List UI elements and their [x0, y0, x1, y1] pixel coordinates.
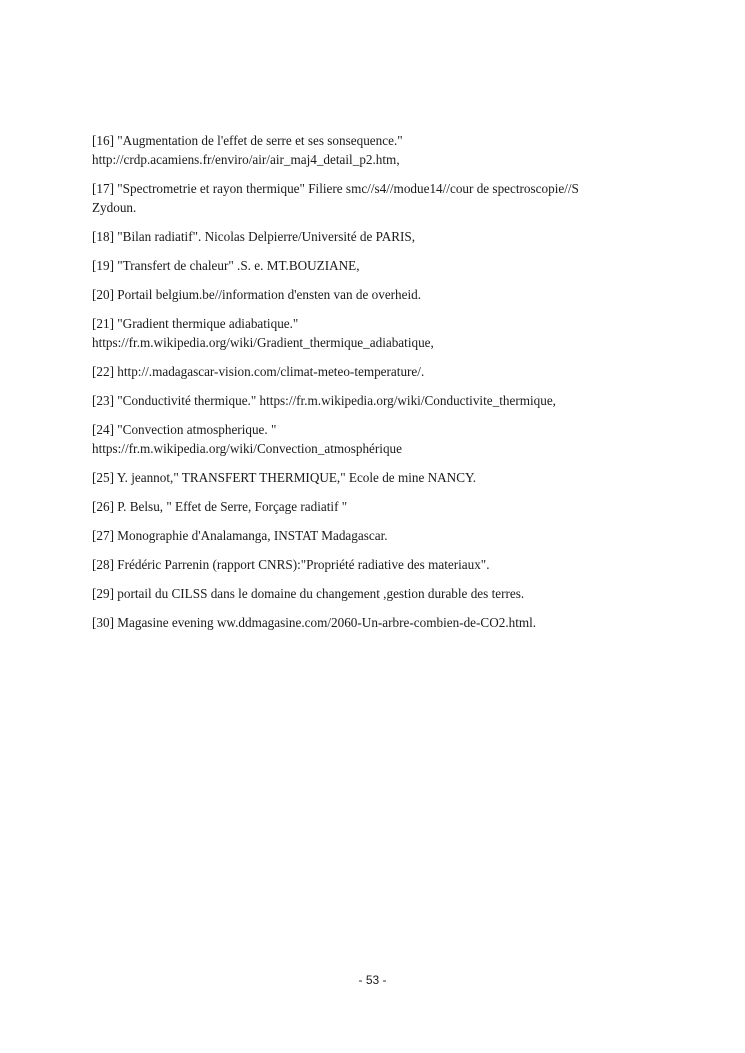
reference-text-line: Zydoun. [92, 200, 137, 215]
reference-number: [28] [92, 557, 114, 572]
reference-number: [26] [92, 499, 114, 514]
reference-text-line: http://.madagascar-vision.com/climat-meteo-temperature/. [117, 364, 425, 379]
reference-text-line: Portail belgium.be//information d'ensten van de overheid. [117, 287, 422, 302]
reference-text-line: "Spectrometrie et rayon thermique" Filiere smc//s4//modue14//cour de spectroscopie//S [117, 181, 579, 196]
reference-text-line: portail du CILSS dans le domaine du changement ,gestion durable des terres. [117, 586, 525, 601]
reference-text-line: P. Belsu, " Effet de Serre, Forçage radiatif " [117, 499, 348, 514]
reference-text-line: "Transfert de chaleur" .S. e. MT.BOUZIANE, [117, 258, 360, 273]
reference-number: [27] [92, 528, 114, 543]
reference-text-line: "Convection atmospherique. " [117, 422, 277, 437]
reference-item-17 [92, 179, 672, 217]
reference-text-line: https://fr.m.wikipedia.org/wiki/Gradient_thermique_adiabatique, [92, 335, 434, 350]
reference-item-23 [92, 391, 672, 410]
reference-item-20 [92, 285, 672, 304]
reference-number: [18] [92, 229, 114, 244]
reference-text-line: "Bilan radiatif". Nicolas Delpierre/Université de PARIS, [117, 229, 416, 244]
reference-number: [29] [92, 586, 114, 601]
reference-item-26 [92, 497, 672, 516]
reference-number: [20] [92, 287, 114, 302]
reference-text-line: "Conductivité thermique." https://fr.m.wikipedia.org/wiki/Conductivite_thermique, [117, 393, 556, 408]
reference-item-24 [92, 420, 672, 458]
reference-item-16 [92, 131, 672, 169]
reference-text-line: Monographie d'Analamanga, INSTAT Madagascar. [117, 528, 388, 543]
reference-number: [17] [92, 181, 114, 196]
reference-number: [16] [92, 133, 114, 148]
reference-item-18 [92, 227, 672, 246]
reference-number: [24] [92, 422, 114, 437]
reference-number: [21] [92, 316, 114, 331]
reference-text-line: Magasine evening ww.ddmagasine.com/2060-Un-arbre-combien-de-CO2.html. [117, 615, 537, 630]
reference-number: [25] [92, 470, 114, 485]
reference-number: [22] [92, 364, 114, 379]
reference-item-30 [92, 613, 672, 632]
reference-item-25 [92, 468, 672, 487]
reference-text-line: http://crdp.acamiens.fr/enviro/air/air_maj4_detail_p2.htm, [92, 152, 400, 167]
reference-item-28 [92, 555, 672, 574]
reference-list [92, 131, 672, 642]
reference-text-line: Frédéric Parrenin (rapport CNRS):"Propriété radiative des materiaux". [117, 557, 490, 572]
reference-item-22 [92, 362, 672, 381]
reference-number: [30] [92, 615, 114, 630]
reference-text-line: "Gradient thermique adiabatique." [117, 316, 299, 331]
reference-number: [23] [92, 393, 114, 408]
reference-item-21 [92, 314, 672, 352]
reference-text-line: Y. jeannot," TRANSFERT THERMIQUE," Ecole de mine NANCY. [116, 470, 477, 485]
reference-text-line: "Augmentation de l'effet de serre et ses sonsequence." [117, 133, 403, 148]
reference-text-line: https://fr.m.wikipedia.org/wiki/Convection_atmosphérique [92, 441, 402, 456]
reference-number: [19] [92, 258, 114, 273]
reference-item-19 [92, 256, 672, 275]
reference-item-27 [92, 526, 672, 545]
page-number: - 53 - [358, 973, 387, 987]
reference-item-29 [92, 584, 672, 603]
